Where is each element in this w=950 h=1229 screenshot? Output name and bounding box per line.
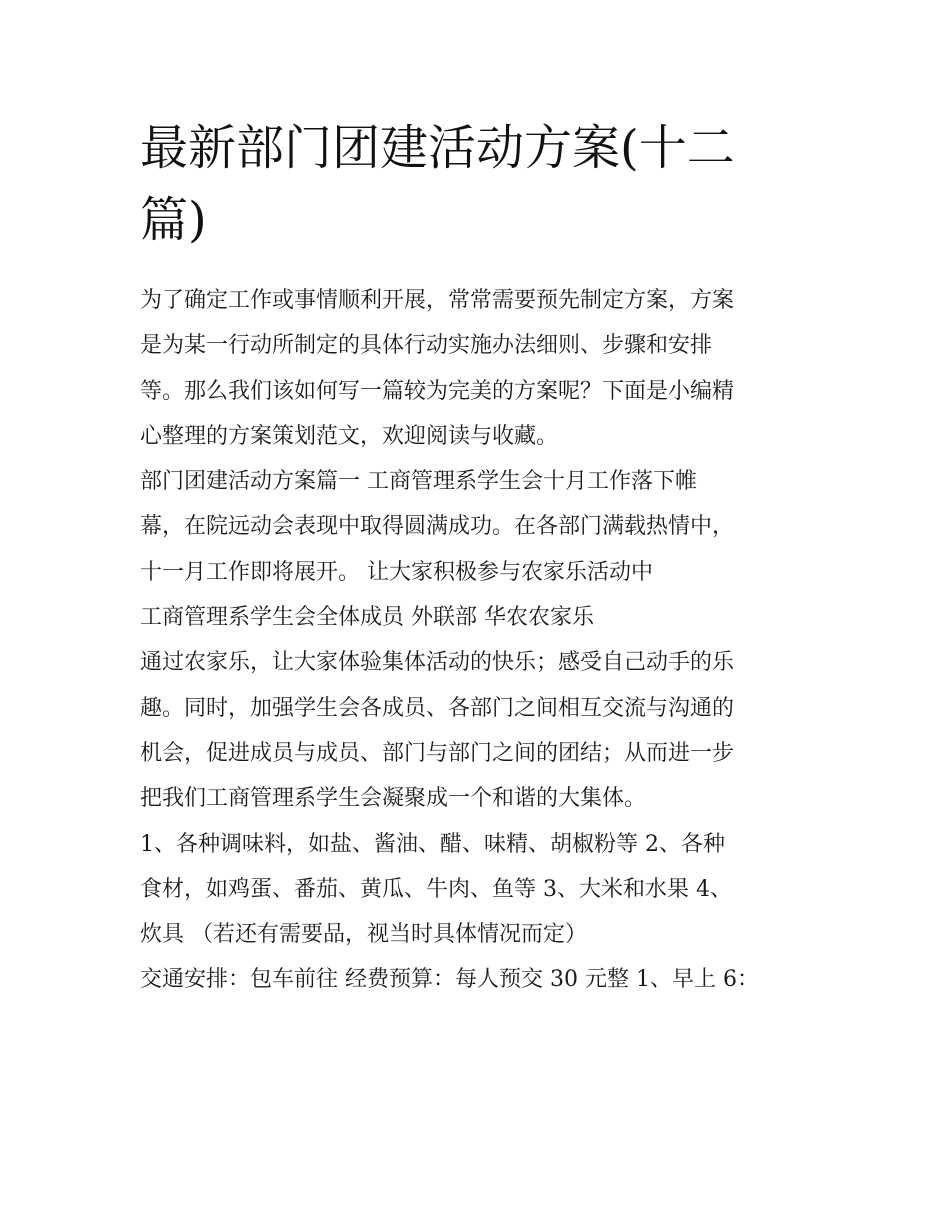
- body-line: 通过农家乐，让大家体验集体活动的快乐；感受自己动手的乐: [140, 650, 735, 676]
- body-line: 等。那么我们该如何写一篇较为完美的方案呢？下面是小编精: [140, 378, 735, 404]
- body-line: 工商管理系学生会全体成员 外联部 华农农家乐: [140, 605, 594, 631]
- document-body: [140, 278, 840, 1003]
- body-line: 把我们工商管理系学生会凝聚成一个和谐的大集体。: [140, 786, 647, 812]
- body-line: 炊具 （若还有需要品，视当时具体情况而定）: [140, 922, 587, 948]
- body-line: 食材，如鸡蛋、番茄、黄瓜、牛肉、鱼等 3、大米和水果 4、: [140, 876, 732, 902]
- body-line: 机会，促进成员与成员、部门与部门之间的团结；从而进一步: [140, 740, 735, 766]
- body-line: 部门团建活动方案篇一 工商管理系学生会十月工作落下帷: [140, 469, 697, 495]
- title-line: 最新部门团建活动方案(十二: [140, 120, 735, 176]
- body-line: 交通安排：包车前往 经费预算：每人预交 30 元整 1、早上 6：: [140, 967, 759, 993]
- title-line: 篇): [140, 192, 207, 248]
- body-line: 为了确定工作或事情顺利开展，常常需要预先制定方案，方案: [140, 288, 735, 313]
- body-line: 心整理的方案策划范文，欢迎阅读与收藏。: [140, 423, 559, 449]
- document-title: [140, 112, 820, 256]
- body-line: 是为某一行动所制定的具体行动实施办法细则、步骤和安排: [140, 333, 713, 359]
- body-line: 趣。同时，加强学生会各成员、各部门之间相互交流与沟通的: [140, 695, 735, 721]
- body-line: 十一月工作即将展开。 让大家积极参与农家乐活动中: [140, 559, 653, 585]
- body-line: 1、各种调味料，如盐、酱油、醋、味精、胡椒粉等 2、各种: [140, 831, 725, 857]
- body-line: 幕，在院远动会表现中取得圆满成功。在各部门满载热情中，: [140, 514, 735, 540]
